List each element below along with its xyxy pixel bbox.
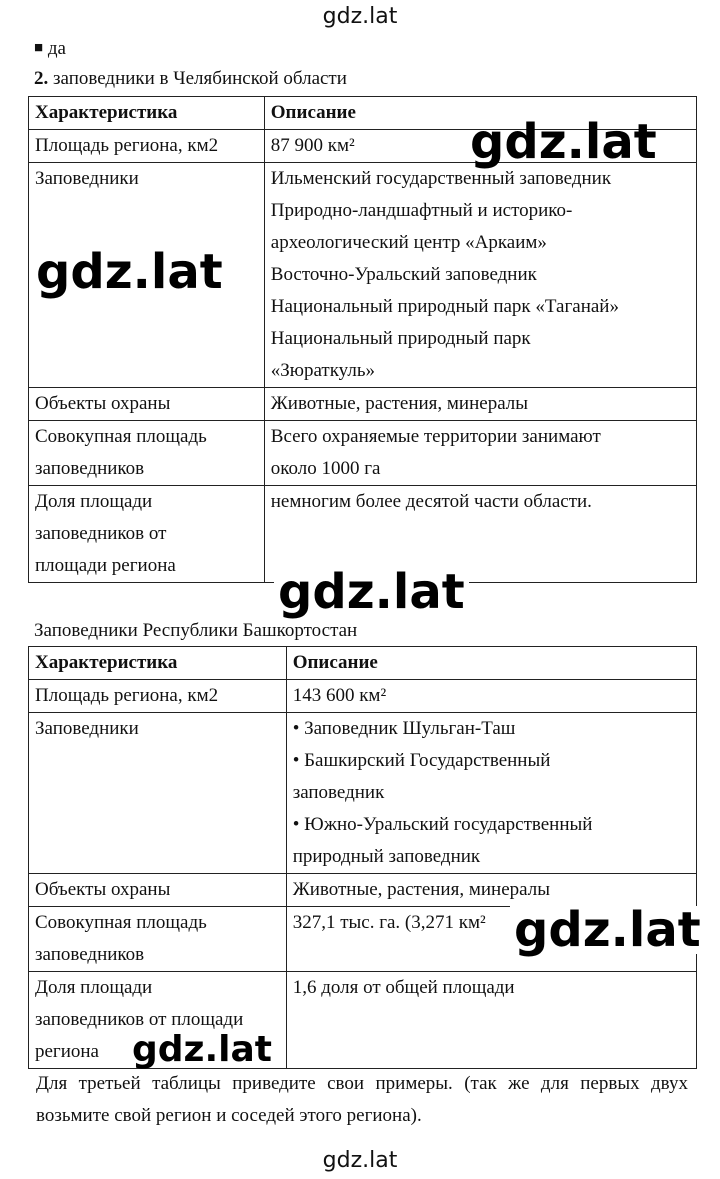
row-description-cell bbox=[264, 421, 696, 486]
answer-text: да bbox=[47, 38, 66, 59]
row-label-cell bbox=[29, 907, 287, 972]
row-description-line: 327,1 тыс. га. (3,271 км² bbox=[292, 912, 486, 933]
row-description-line: Животные, растения, минералы bbox=[270, 393, 529, 414]
row-description-line: • Южно-Уральский государственный bbox=[292, 814, 593, 835]
row-description-line: 87 900 км² bbox=[270, 135, 355, 156]
table-row bbox=[29, 680, 697, 713]
row-label-line: заповедников от площади bbox=[35, 1009, 244, 1030]
row-description-line: Национальный природный парк «Таганай» bbox=[270, 296, 619, 317]
row-label-cell bbox=[29, 874, 287, 907]
table-bashkortostan bbox=[28, 646, 697, 1069]
row-label-line: Площадь региона, км2 bbox=[35, 135, 219, 156]
row-description-cell bbox=[264, 163, 696, 388]
header-characteristic: Характеристика bbox=[29, 647, 287, 680]
row-label-cell bbox=[29, 388, 265, 421]
row-description-line: • Заповедник Шульган-Таш bbox=[292, 718, 516, 739]
watermark-overlay: gdz.lat bbox=[274, 568, 469, 616]
watermark-top: gdz.lat bbox=[322, 4, 398, 29]
row-label-line: Площадь региона, км2 bbox=[35, 685, 219, 706]
row-label-line: заповедников от bbox=[35, 523, 167, 544]
row-label-line: площади региона bbox=[35, 555, 176, 576]
item-title: заповедники в Челябинской области bbox=[53, 68, 347, 89]
row-description-line: около 1000 га bbox=[270, 458, 381, 479]
row-description-line: Национальный природный парк bbox=[270, 328, 531, 349]
header-description: Описание bbox=[286, 647, 696, 680]
row-description-line: немногим более десятой части области. bbox=[270, 491, 592, 512]
row-description-line: 143 600 км² bbox=[292, 685, 387, 706]
row-label-cell bbox=[29, 486, 265, 583]
row-label-line: заповедников bbox=[35, 458, 145, 479]
item-number: 2. bbox=[34, 68, 49, 89]
header-characteristic: Характеристика bbox=[29, 97, 265, 130]
row-description-line: Всего охраняемые территории занимают bbox=[270, 426, 601, 447]
table2-caption: Заповедники Республики Башкортостан bbox=[34, 620, 358, 641]
table-row bbox=[29, 972, 697, 1069]
row-description-line: 1,6 доля от общей площади bbox=[292, 977, 515, 998]
watermark-overlay: gdz.lat bbox=[132, 1029, 273, 1070]
row-label-cell bbox=[29, 680, 287, 713]
row-label-cell bbox=[29, 130, 265, 163]
row-label-line: Доля площади bbox=[35, 491, 153, 512]
table-header-row bbox=[29, 647, 697, 680]
item-heading bbox=[34, 67, 347, 91]
row-description-line: археологический центр «Аркаим» bbox=[270, 232, 547, 253]
row-label-cell bbox=[29, 421, 265, 486]
row-description-line: Ильменский государственный заповедник bbox=[270, 168, 612, 189]
row-label-line: Совокупная площадь bbox=[35, 912, 207, 933]
row-label-line: Объекты охраны bbox=[35, 393, 171, 414]
row-label-line: Заповедники bbox=[35, 168, 139, 189]
row-label-line: Совокупная площадь bbox=[35, 426, 207, 447]
instruction-text: Для третьей таблицы приведите свои примеры. (так же для первых двух возьмите свой регион и соседей этого региона). bbox=[36, 1073, 688, 1126]
row-label-line: региона bbox=[35, 1041, 99, 1062]
answer-line bbox=[34, 36, 66, 61]
table-row bbox=[29, 388, 697, 421]
row-description-line: «Зюраткуль» bbox=[270, 360, 375, 381]
row-description-cell bbox=[264, 388, 696, 421]
row-description-cell bbox=[286, 972, 696, 1069]
row-description-line: • Башкирский Государственный bbox=[292, 750, 551, 771]
bullet-square-icon: ■ bbox=[34, 40, 44, 56]
watermark-overlay: gdz.lat bbox=[510, 906, 705, 954]
row-description-line: Животные, растения, минералы bbox=[292, 879, 550, 900]
watermark-bottom: gdz.lat bbox=[322, 1148, 398, 1173]
row-label-line: Доля площади bbox=[35, 977, 153, 998]
row-description-line: заповедник bbox=[292, 782, 385, 803]
row-description-line: Природно-ландшафтный и историко- bbox=[270, 200, 573, 221]
row-description-line: природный заповедник bbox=[292, 846, 481, 867]
row-label-cell bbox=[29, 713, 287, 874]
watermark-overlay: gdz.lat bbox=[470, 114, 657, 170]
row-label-line: Объекты охраны bbox=[35, 879, 171, 900]
row-description-line: Восточно-Уральский заповедник bbox=[270, 264, 537, 285]
row-label-line: Заповедники bbox=[35, 718, 139, 739]
row-description-cell bbox=[286, 680, 696, 713]
row-label-line: заповедников bbox=[35, 944, 145, 965]
header-description: Описание bbox=[264, 97, 696, 130]
watermark-overlay: gdz.lat bbox=[36, 244, 223, 300]
row-description-cell bbox=[286, 713, 696, 874]
table-row bbox=[29, 421, 697, 486]
table-row bbox=[29, 713, 697, 874]
